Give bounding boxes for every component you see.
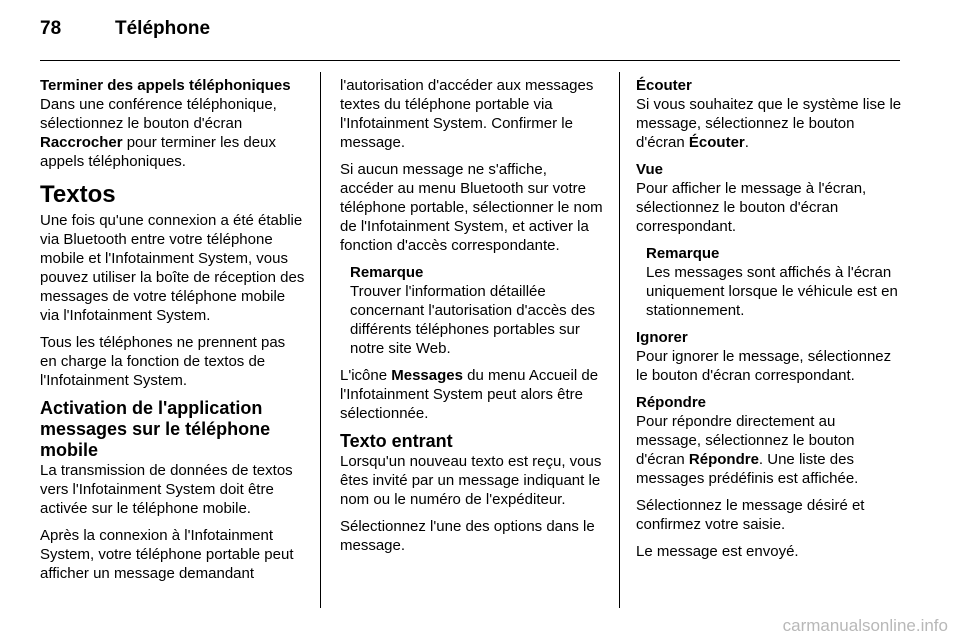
textos-paragraph-1: Une fois qu'une connexion a été établie via Bluetooth entre votre téléphone mobile et l'Infotainment System, vous pouvez utiliser la boîte de réception des messages de votre téléphone mobile via l'Infotainment System. [40,212,305,324]
textos-heading: Textos [40,181,116,208]
column-2 [340,76,604,563]
end-calls-text-end: pour terminer les deux appels téléphoniques. [40,134,276,170]
end-calls-text: Dans une conférence téléphonique, sélectionnez le bouton d'écran [40,96,277,132]
reply-text: Pour répondre directement au message, sélectionnez le bouton d'écran [636,413,855,468]
reply-text-end: . Une liste des messages prédéfinis est affichée. [636,451,859,487]
column-3 [636,76,902,569]
incoming-paragraph-1: Lorsqu'un nouveau texto est reçu, vous êtes invité par un message indiquant le nom ou le numéro de l'expéditeur. [340,453,602,508]
chapter-title: Téléphone [115,18,211,39]
activation-paragraph-2: Après la connexion à l'Infotainment System, votre téléphone portable peut afficher un message demandant [40,527,294,582]
raccrocher-label: Raccrocher [40,134,123,151]
end-calls-paragraph [40,95,306,171]
bluetooth-paragraph: Si aucun message ne s'affiche, accéder au menu Bluetooth sur votre téléphone portable, sélectionner le nom de l'Infotainment System, et activer la fonction d'accès correspondante. [340,161,603,254]
incoming-paragraph-2: Sélectionnez l'une des options dans le message. [340,518,595,554]
listen-text: Si vous souhaitez que le système lise le message, sélectionnez le bouton d'écran [636,96,902,151]
column-1 [40,76,306,591]
note-text: Les messages sont affichés à l'écran uniquement lorsque le véhicule est en stationnement. [646,264,898,319]
listen-heading: Écouter [636,77,692,94]
repondre-label: Répondre [688,451,759,468]
messages-icon-paragraph [340,366,604,423]
icon-text: L'icône [340,367,392,384]
note-box [350,263,604,358]
reply-paragraph-2: Sélectionnez le message désiré et confirmez votre saisie. [636,497,865,533]
textos-paragraph-2: Tous les téléphones ne prennent pas en charge la fonction de textos de l'Infotainment System. [40,334,286,389]
icon-text-end: du menu Accueil de l'Infotainment System peut alors être sélectionnée. [340,367,599,422]
messages-label: Messages [391,367,463,384]
column-divider [619,72,620,608]
activation-heading: Activation de l'application messages sur le téléphone mobile [40,398,271,460]
watermark: carmanualsonline.info [782,616,948,635]
activation-paragraph-1: La transmission de données de textos vers l'Infotainment System doit être activée sur le téléphone mobile. [40,462,293,517]
reply-paragraph-3: Le message est envoyé. [636,543,799,560]
listen-text-end: . [744,134,749,151]
column-divider [320,72,321,608]
authorization-paragraph: l'autorisation d'accéder aux messages textes du téléphone portable via l'Infotainment System. Confirmer le message. [340,77,594,151]
note-text: Trouver l'information détaillée concernant l'autorisation d'accès des différents téléphones portables sur notre site Web. [350,283,596,357]
reply-paragraph [636,412,902,488]
note-label: Remarque [350,264,424,281]
ignore-paragraph: Pour ignorer le message, sélectionnez le bouton d'écran correspondant. [636,348,892,384]
ignore-heading: Ignorer [636,329,688,346]
listen-paragraph [636,95,902,152]
reply-heading: Répondre [636,394,707,411]
header-divider [40,60,900,61]
note-label: Remarque [646,245,720,262]
ecouter-label: Écouter [688,134,745,151]
view-heading: Vue [636,161,663,178]
view-paragraph: Pour afficher le message à l'écran, sélectionnez le bouton d'écran correspondant. [636,180,867,235]
end-calls-heading: Terminer des appels téléphoniques [40,77,291,94]
page-header [40,18,920,58]
page-number: 78 [40,18,62,39]
incoming-heading: Texto entrant [340,431,453,451]
note-box [646,244,902,320]
